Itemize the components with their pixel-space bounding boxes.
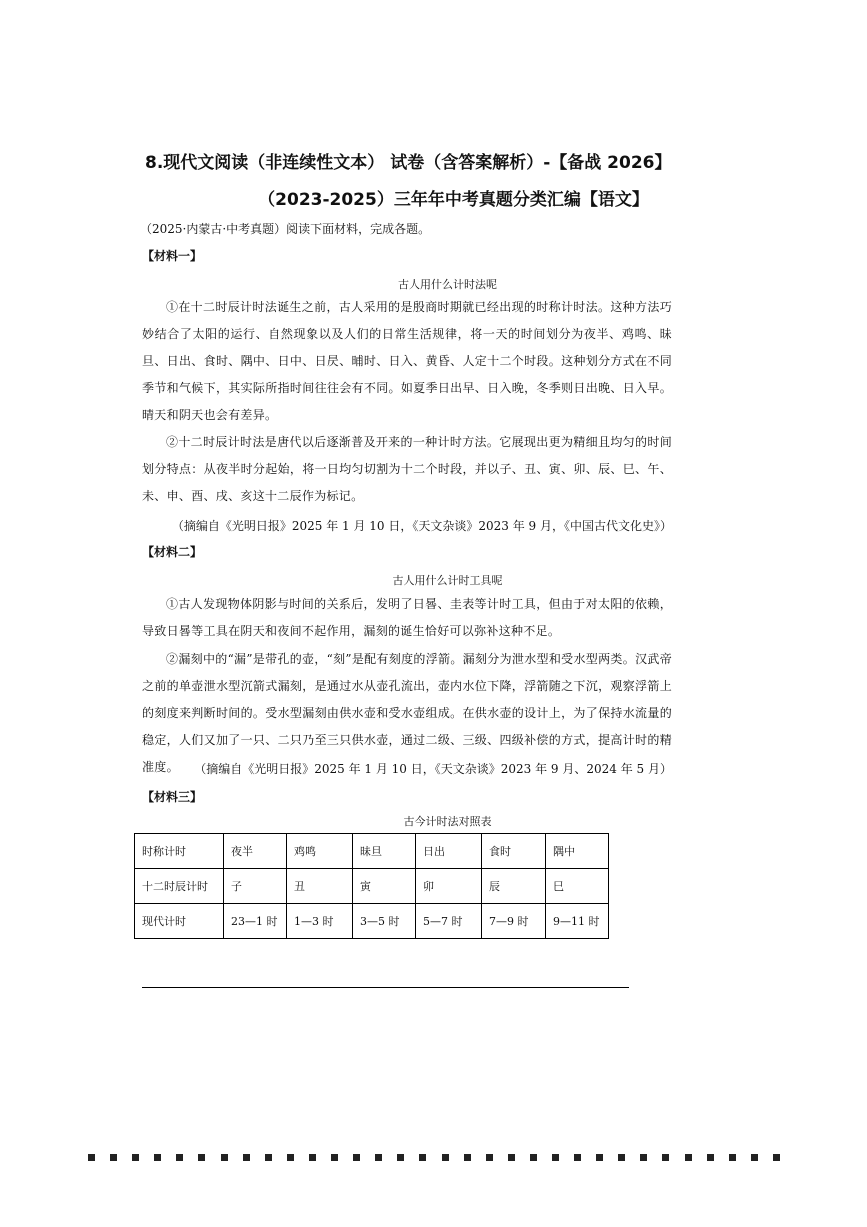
border-dash: [685, 1154, 692, 1161]
border-dash: [419, 1154, 426, 1161]
table-cell: 寅: [353, 869, 416, 904]
decorative-border: [88, 1154, 780, 1162]
border-dash: [729, 1154, 736, 1161]
page-subtitle: （2023-2025）三年年中考真题分类汇编【语文】: [258, 190, 649, 210]
border-dash: [508, 1154, 515, 1161]
border-dash: [640, 1154, 647, 1161]
border-dash: [707, 1154, 714, 1161]
table-row: [135, 904, 609, 939]
table-cell: 7—9 时: [482, 904, 546, 939]
table-cell: 3—5 时: [353, 904, 416, 939]
border-dash: [486, 1154, 493, 1161]
border-dash: [574, 1154, 581, 1161]
table-cell: 食时: [482, 834, 546, 869]
border-dash: [243, 1154, 250, 1161]
table-cell: 卯: [416, 869, 482, 904]
border-dash: [375, 1154, 382, 1161]
table-cell: 辰: [482, 869, 546, 904]
table-cell: 鸡鸣: [287, 834, 353, 869]
table-row: [135, 834, 609, 869]
material1-title: 古人用什么计时法呢: [398, 278, 497, 291]
border-dash: [618, 1154, 625, 1161]
comparison-table: [134, 833, 609, 939]
table-cell: 隅中: [546, 834, 609, 869]
table-cell: 夜半: [224, 834, 287, 869]
answer-line: [142, 987, 629, 988]
material2-paragraph2: ②漏刻中的“漏”是带孔的壶，“刻”是配有刻度的浮箭。漏刻分为泄水型和受水型两类。汉武帝之前的单壶泄水型沉箭式漏刻，是通过水从壶孔流出，壶内水位下降，浮箭随之下沉，观察浮箭上的刻度来判断时间的。受水型漏刻由供水壶和受水壶组成。在供水壶的设计上，为了保持水流量的稳定，人们又加了一只、二只乃至三只供水壶，通过二级、三级、四级补偿的方式，提高计时的精准度。: [142, 652, 672, 774]
border-dash: [221, 1154, 228, 1161]
border-dash: [530, 1154, 537, 1161]
border-dash: [176, 1154, 183, 1161]
border-dash: [662, 1154, 669, 1161]
material1-label: 【材料一】: [142, 249, 203, 263]
border-dash: [596, 1154, 603, 1161]
border-dash: [110, 1154, 117, 1161]
border-dash: [132, 1154, 139, 1161]
border-dash: [751, 1154, 758, 1161]
table-cell: 子: [224, 869, 287, 904]
table-cell: 1—3 时: [287, 904, 353, 939]
material1-paragraph1: ①在十二时辰计时法诞生之前，古人采用的是殷商时期就已经出现的时称计时法。这种方法巧妙结合了太阳的运行、自然现象以及人们的日常生活规律，将一天的时间划分为夜半、鸡鸣、昧旦、日出、食时、隅中、日中、日昃、晡时、日入、黄昏、人定十二个时段。这种划分方式在不同季节和气候下，其实际所指时间往往会有不同。如夏季日出早、日入晚，冬季则日出晚、日入早。晴天和阴天也会有差异。: [142, 300, 672, 422]
question-source: （2025·内蒙古·中考真题）阅读下面材料，完成各题。: [140, 222, 431, 236]
border-dash: [353, 1154, 360, 1161]
table-cell: 时称计时: [135, 834, 224, 869]
border-dash: [464, 1154, 471, 1161]
border-dash: [154, 1154, 161, 1161]
border-dash: [287, 1154, 294, 1161]
border-dash: [397, 1154, 404, 1161]
material2-citation: （摘编自《光明日报》2025 年 1 月 10 日，《天文杂谈》2023 年 9 月、2024 年 5 月）: [194, 762, 672, 776]
material2-paragraph1: ①古人发现物体阴影与时间的关系后，发明了日晷、圭表等计时工具，但由于对太阳的依赖，导致日晷等工具在阴天和夜间不起作用，漏刻的诞生恰好可以弥补这种不足。: [142, 597, 672, 638]
table-cell: 日出: [416, 834, 482, 869]
material1-paragraph2: ②十二时辰计时法是唐代以后逐渐普及开来的一种计时方法。它展现出更为精细且均匀的时间划分特点：从夜半时分起始，将一日均匀切割为十二个时段，并以子、丑、寅、卯、辰、巳、午、未、申、酉、戌、亥这十二辰作为标记。: [142, 435, 672, 503]
border-dash: [265, 1154, 272, 1161]
table-cell: 巳: [546, 869, 609, 904]
material2-label: 【材料二】: [142, 545, 203, 559]
table-cell: 23—1 时: [224, 904, 287, 939]
table-cell: 5—7 时: [416, 904, 482, 939]
table-cell: 十二时辰计时: [135, 869, 224, 904]
border-dash: [309, 1154, 316, 1161]
border-dash: [773, 1154, 780, 1161]
table-row: [135, 869, 609, 904]
table-title: 古今计时法对照表: [403, 815, 492, 828]
border-dash: [442, 1154, 449, 1161]
table-cell: 丑: [287, 869, 353, 904]
border-dash: [552, 1154, 559, 1161]
border-dash: [88, 1154, 95, 1161]
material2-title: 古人用什么计时工具呢: [392, 574, 503, 587]
table-cell: 昧旦: [353, 834, 416, 869]
table-cell: 现代计时: [135, 904, 224, 939]
material1-citation: （摘编自《光明日报》2025 年 1 月 10 日，《天文杂谈》2023 年 9 月，《中国古代文化史》）: [171, 519, 672, 533]
table-cell: 9—11 时: [546, 904, 609, 939]
material3-label: 【材料三】: [142, 790, 203, 804]
border-dash: [331, 1154, 338, 1161]
border-dash: [198, 1154, 205, 1161]
page-title: 8.现代文阅读（非连续性文本） 试卷（含答案解析）-【备战 2026】: [145, 153, 672, 173]
